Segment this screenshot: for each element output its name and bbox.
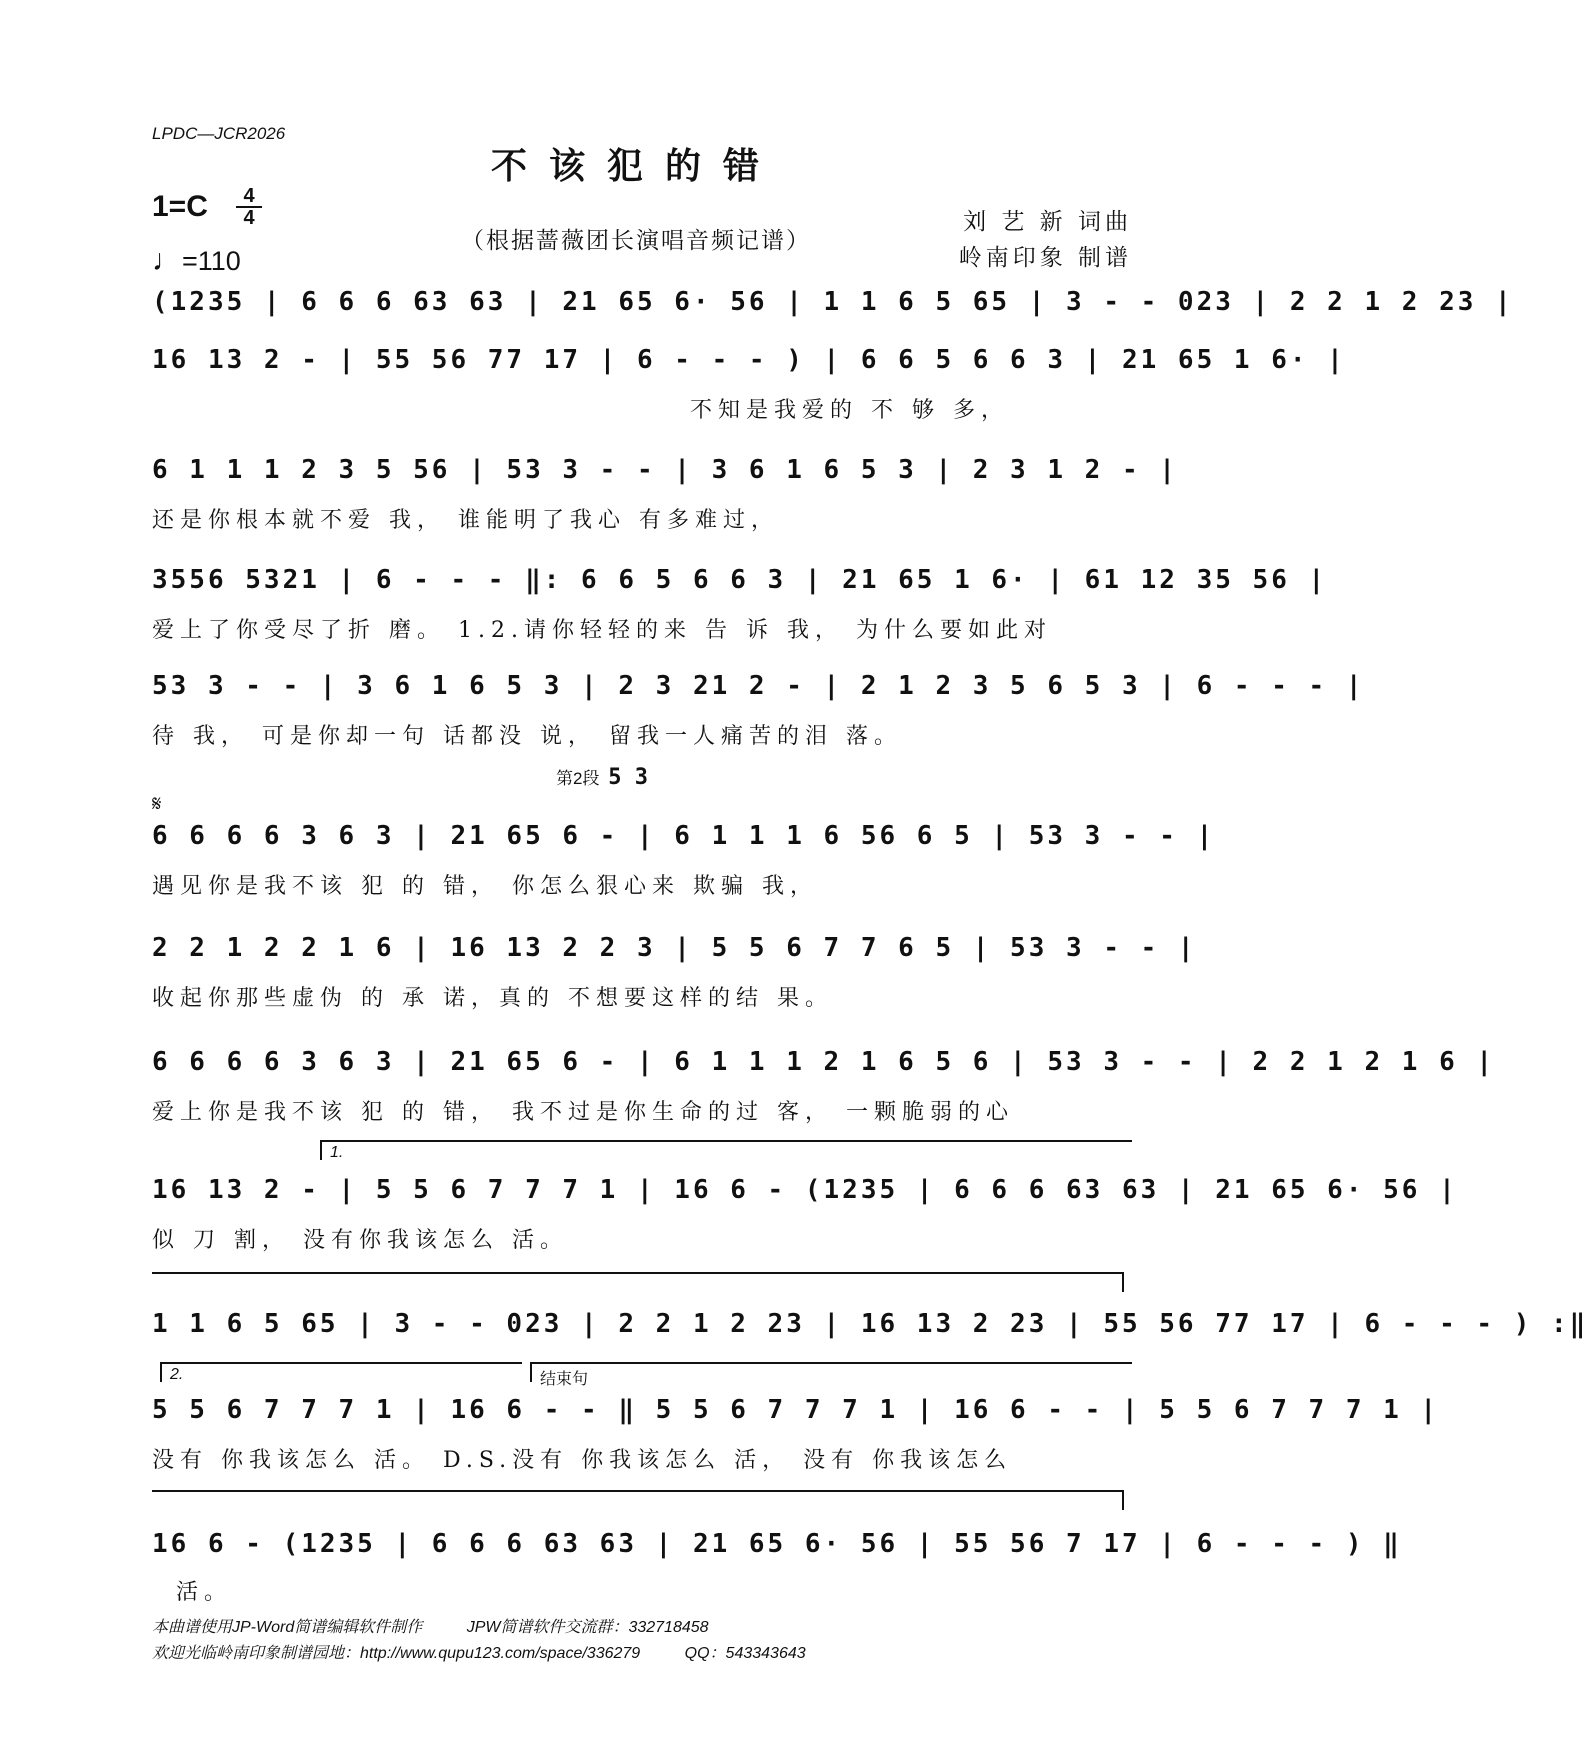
lyrics-row-7: 收起你那些虚伪 的 承 诺，真的 不想要这样的结 果。: [152, 986, 833, 1011]
footer-website: 欢迎光临岭南印象制谱园地：http://www.qupu123.com/space/336279: [152, 1645, 641, 1662]
notation-row-5: 53 3 - - | 3 6 1 6 5 3 | 2 3 21 2 - | 2 1 2 3 5 6 5 3 | 6 - - - |: [152, 671, 1365, 701]
lyrics-row-12: 活。: [176, 1580, 233, 1605]
volta-1-bracket: 1.: [320, 1140, 1132, 1160]
key-signature: 1=C: [152, 190, 208, 223]
lyrics-row-3: 还是你根本就不爱 我， 谁能明了我心 有多难过，: [152, 508, 779, 533]
lyrics-row-8: 爱上你是我不该 犯 的 错， 我不过是你生命的过 客， 一颗脆弱的心: [152, 1100, 1014, 1125]
notation-row-4: 3556 5321 | 6 - - - ‖: 6 6 5 6 6 3 | 21 65 1 6· | 61 12 35 56 |: [152, 565, 1328, 595]
lyrics-row-5: 待 我， 可是你却一句 话都没 说， 留我一人痛苦的泪 落。: [152, 724, 902, 749]
time-signature-top: 4: [236, 186, 262, 208]
notation-row-3: 6 1 1 1 2 3 5 56 | 53 3 - - | 3 6 1 6 5 3 | 2 3 1 2 - |: [152, 455, 1178, 485]
ending-bracket: 结束句: [530, 1362, 1132, 1382]
section-2-notes: 5 3: [608, 765, 648, 790]
time-signature: [236, 186, 262, 228]
notation-row-1: (1235 | 6 6 6 63 63 | 21 65 6· 56 | 1 1 6 5 65 | 3 - - 023 | 2 2 1 2 23 |: [152, 287, 1514, 317]
volta-1-continuation: [152, 1272, 1124, 1292]
notation-row-7: 2 2 1 2 2 1 6 | 16 13 2 2 3 | 5 5 6 7 7 6 5 | 53 3 - - |: [152, 933, 1197, 963]
footer-line-1: [152, 1614, 709, 1637]
score-code: LPDC—JCR2026: [152, 124, 286, 143]
notation-row-9: 16 13 2 - | 5 5 6 7 7 7 1 | 16 6 - (1235 | 6 6 6 63 63 | 21 65 6· 56 |: [152, 1175, 1458, 1205]
song-subtitle: （根据蔷薇团长演唱音频记谱）: [461, 228, 811, 254]
notation-row-8: 6 6 6 6 3 6 3 | 21 65 6 - | 6 1 1 1 2 1 6 5 6 | 53 3 - - | 2 2 1 2 1 6 |: [152, 1047, 1496, 1077]
notation-row-2: 16 13 2 - | 55 56 77 17 | 6 - - - ) | 6 6 5 6 6 3 | 21 65 1 6· |: [152, 345, 1346, 375]
section-2-label: 第2段 5 3: [556, 765, 648, 790]
lyrics-row-9: 似 刀 割， 没有你我该怎么 活。: [152, 1228, 568, 1253]
footer-qq: QQ：543343643: [684, 1645, 806, 1662]
footer-line-2: [152, 1640, 806, 1663]
footer-software-credit: 本曲谱使用JP-Word简谱编辑软件制作: [152, 1619, 423, 1636]
credits: [959, 204, 1132, 276]
tempo-value: =110: [182, 246, 241, 276]
lyrics-row-11: 没有 你我该怎么 活。 D.S.没有 你我该怎么 活， 没有 你我该怎么: [152, 1448, 1013, 1473]
tempo-marking: [152, 244, 241, 278]
lyrics-row-2: 不知是我爱的 不 够 多，: [690, 398, 1009, 423]
song-title: 不该犯的错: [490, 145, 781, 187]
lyrics-row-4: 爱上了你受尽了折 磨。 1.2.请你轻轻的来 告 诉 我， 为什么要如此对: [152, 618, 1052, 643]
footer-group: JPW简谱软件交流群：332718458: [466, 1619, 709, 1636]
volta-2-bracket: 2.: [160, 1362, 522, 1382]
notation-row-12: 16 6 - (1235 | 6 6 6 63 63 | 21 65 6· 56 | 55 56 7 17 | 6 - - - ) ‖: [152, 1529, 1402, 1559]
segno-sign: 𝄋: [152, 792, 162, 817]
time-signature-bottom: 4: [243, 207, 255, 229]
notation-row-6: 6 6 6 6 3 6 3 | 21 65 6 - | 6 1 1 1 6 56 6 5 | 53 3 - - |: [152, 821, 1216, 851]
lyricist-composer: 刘 艺 新 词曲: [963, 209, 1132, 235]
quarter-note-icon: ♩: [152, 244, 182, 277]
ending-continuation: [152, 1490, 1124, 1510]
notation-row-11: 5 5 6 7 7 7 1 | 16 6 - - ‖ 5 5 6 7 7 7 1 | 16 6 - - | 5 5 6 7 7 7 1 |: [152, 1395, 1440, 1425]
transcriber: 岭南印象 制谱: [958, 245, 1132, 271]
lyrics-row-6: 遇见你是我不该 犯 的 错， 你怎么狠心来 欺骗 我，: [152, 874, 818, 899]
notation-row-10: 1 1 6 5 65 | 3 - - 023 | 2 2 1 2 23 | 16 13 2 23 | 55 56 77 17 | 6 - - - ) :‖: [152, 1309, 1588, 1339]
